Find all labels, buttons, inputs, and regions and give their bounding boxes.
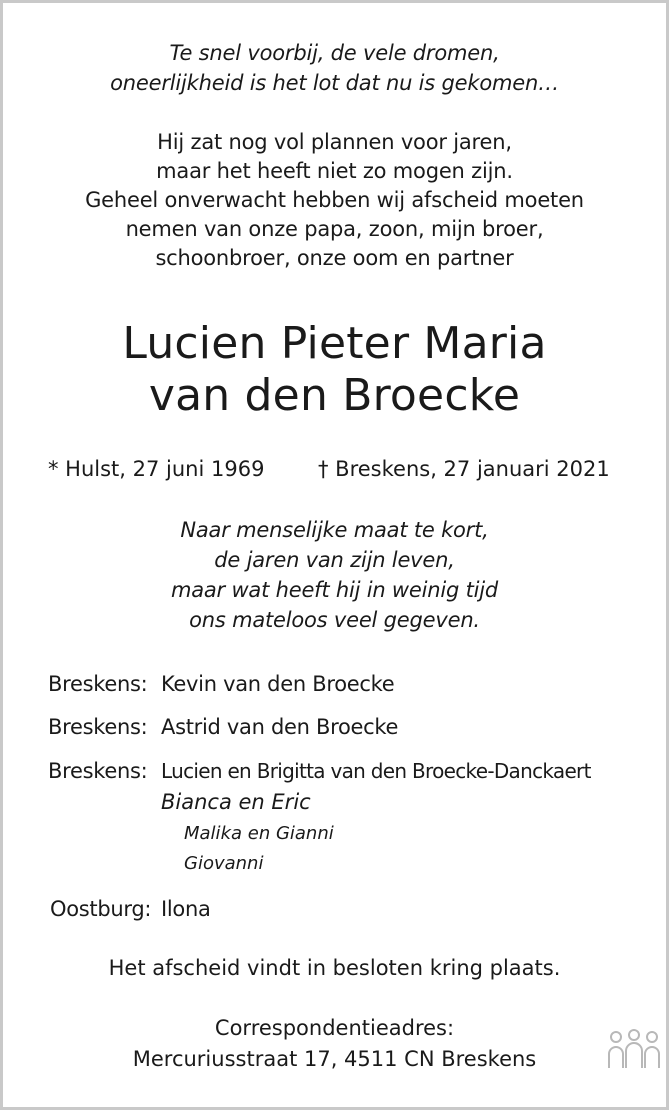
grandchild-name: Malika en Gianni xyxy=(184,823,334,844)
poem-line: oneerlijkheid is het lot dat nu is gekomen… xyxy=(110,71,559,95)
grandchild-name: Giovanni xyxy=(184,853,264,874)
intro-line: schoonbroer, onze oom en partner xyxy=(155,246,514,270)
intro-line: Hij zat nog vol plannen voor jaren, xyxy=(157,130,512,154)
farewell-note: Het afscheid vindt in besloten kring plaats. xyxy=(108,956,561,980)
family-place: Breskens: xyxy=(48,672,148,696)
poem-line: maar wat heeft hij in weinig tijd xyxy=(170,578,499,602)
correspondence-address: Mercuriusstraat 17, 4511 CN Breskens xyxy=(132,1047,537,1071)
family-name: Ilona xyxy=(161,897,211,921)
child-name: Bianca en Eric xyxy=(161,790,311,814)
closing-poem xyxy=(0,515,669,635)
family-people-icon xyxy=(606,1028,662,1070)
name-line: van den Broecke xyxy=(148,370,521,421)
deceased-name xyxy=(0,318,669,422)
intro-line: nemen van onze papa, zoon, mijn broer, xyxy=(125,217,544,241)
family-place: Breskens: xyxy=(48,715,148,739)
opening-poem xyxy=(0,38,669,98)
family-place: Oostburg: xyxy=(50,897,152,921)
death-date: † Breskens, 27 januari 2021 xyxy=(318,457,610,481)
poem-line: ons mateloos veel gegeven. xyxy=(189,608,480,632)
family-name: Astrid van den Broecke xyxy=(161,715,399,739)
family-name: Kevin van den Broecke xyxy=(161,672,395,696)
correspondence-label: Correspondentieadres: xyxy=(214,1016,455,1040)
birth-date: * Hulst, 27 juni 1969 xyxy=(48,457,265,481)
intro-line: Geheel onverwacht hebben wij afscheid moeten xyxy=(85,188,584,212)
intro-text xyxy=(0,128,669,273)
name-line: Lucien Pieter Maria xyxy=(122,318,547,369)
family-place: Breskens: xyxy=(48,759,148,783)
intro-line: maar het heeft niet zo mogen zijn. xyxy=(156,159,513,183)
family-name: Lucien en Brigitta van den Broecke-Danckaert xyxy=(161,759,591,783)
poem-line: Te snel voorbij, de vele dromen, xyxy=(169,41,500,65)
poem-line: de jaren van zijn leven, xyxy=(214,548,455,572)
poem-line: Naar menselijke maat te kort, xyxy=(180,518,489,542)
